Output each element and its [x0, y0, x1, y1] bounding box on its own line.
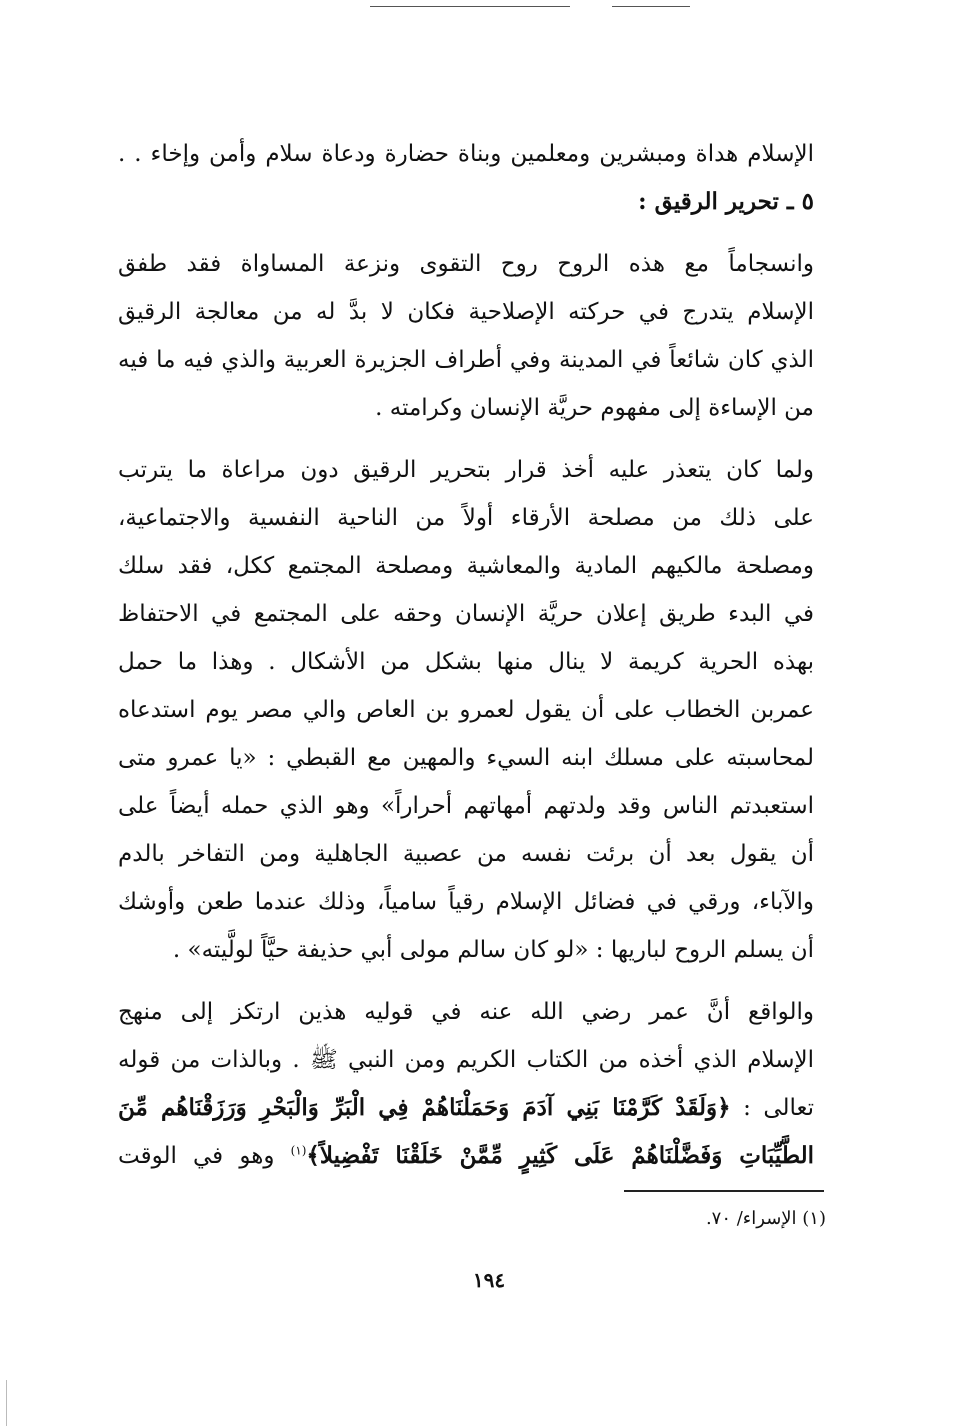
quran-verse-part-2: الطَّيِّبَاتِ وَفَضَّلْنَاهُمْ عَلَى كَثِيرٍ مِّمَّنْ خَلَقْنَا تَفْضِيلاً﴾	[306, 1142, 814, 1169]
section-heading: ٥ ـ تحرير الرقيق :	[638, 188, 814, 215]
verse-intro: تعالى :	[743, 1095, 814, 1121]
footnote-separator	[624, 1190, 824, 1192]
paragraph-3-line: والواقع أنَّ عمر رضي الله عنه في قوليه هذين ارتكز إلى منهج	[118, 999, 814, 1025]
footnote: (١) الإسراء/ ٧٠.	[705, 1208, 826, 1229]
paragraph-2-line: لمحاسبته على مسلك ابنه السيء والمهين مع القبطي : «يا عمرو متى	[118, 745, 814, 771]
paragraph-2-line: على ذلك من مصلحة الأرقاء أولاً من الناحية النفسية والاجتماعية،	[118, 505, 814, 531]
paragraph-2-line: ومصلحة مالكيهم المادية والمعاشية ومصلحة المجتمع ككل، فقد سلك	[118, 553, 814, 579]
paragraph-1-line: وانسجاماً مع هذه الروح روح التقوى ونزعة المساواة فقد طفق	[118, 251, 814, 277]
paragraph-2-line: في البدء طريق إعلان حريَّة الإنسان وحقه على المجتمع في الاحتفاظ	[118, 601, 814, 627]
paragraph-2-line: استعبدتم الناس وقد ولدتهم أمهاتهم أحراراً» وهو الذي حمله أيضاً على	[118, 793, 814, 819]
verse-line-2	[118, 1132, 814, 1180]
verse-line-1	[118, 1084, 814, 1132]
paragraph-3-line: الإسلام الذي أخذه من الكتاب الكريم ومن النبي ﷺ . وبالذات من قوله	[118, 1047, 814, 1073]
verse-line-2-tail: وهو في الوقت	[118, 1143, 275, 1169]
footnote-reference[interactable]: (١)	[290, 1143, 307, 1158]
paragraph-2-line: أن يقول بعد أن برئت نفسه من عصبية الجاهلية ومن التفاخر بالدم	[118, 841, 814, 867]
page-body	[118, 130, 814, 1180]
intro-line: الإسلام هداة ومبشرين ومعلمين وبناة حضارة ودعاة سلام وأمن وإخاء . .	[118, 141, 814, 167]
paragraph-2-line: ولما كان يتعذر عليه أخذ قرار بتحرير الرقيق دون مراعاة ما يترتب	[118, 457, 814, 483]
paragraph-1-line: الذي كان شائعاً في المدينة وفي أطراف الجزيرة العربية والذي فيه ما فيه	[118, 347, 814, 373]
header-rule-left	[370, 6, 570, 7]
paragraph-1-line: من الإساءة إلى مفهوم حريَّة الإنسان وكرامته .	[375, 395, 814, 421]
paragraph-1-line: الإسلام يتدرج في حركته الإصلاحية فكان لا بدَّ له من معالجة الرقيق	[118, 299, 814, 325]
header-rule-right	[612, 6, 690, 7]
paragraph-2-line: بهذه الحرية كريمة لا ينال منها بشكل من الأشكال . وهذا ما حمل	[118, 649, 814, 675]
paragraph-2-line: أن يسلم الروح لباريها : «لو كان سالم مولى أبي حذيفة حيَّاً لولَّيته» .	[172, 937, 814, 963]
scan-edge-mark	[6, 1380, 7, 1426]
page-number: ١٩٤	[472, 1268, 506, 1292]
quran-verse-part-1: ﴿وَلَقَدْ كَرَّمْنَا بَنِي آدَمَ وَحَمَلْنَاهُمْ فِي الْبَرِّ وَالْبَحْرِ وَرَزَقْنَاهُم مِّنَ	[118, 1094, 731, 1121]
paragraph-2-line: عمربن الخطاب على أن يقول لعمرو بن العاص والي مصر يوم استدعاه	[118, 697, 814, 723]
paragraph-2-line: والآباء، ورقي في فضائل الإسلام رقياً سامياً، وذلك عندما طعن وأوشك	[118, 889, 814, 915]
